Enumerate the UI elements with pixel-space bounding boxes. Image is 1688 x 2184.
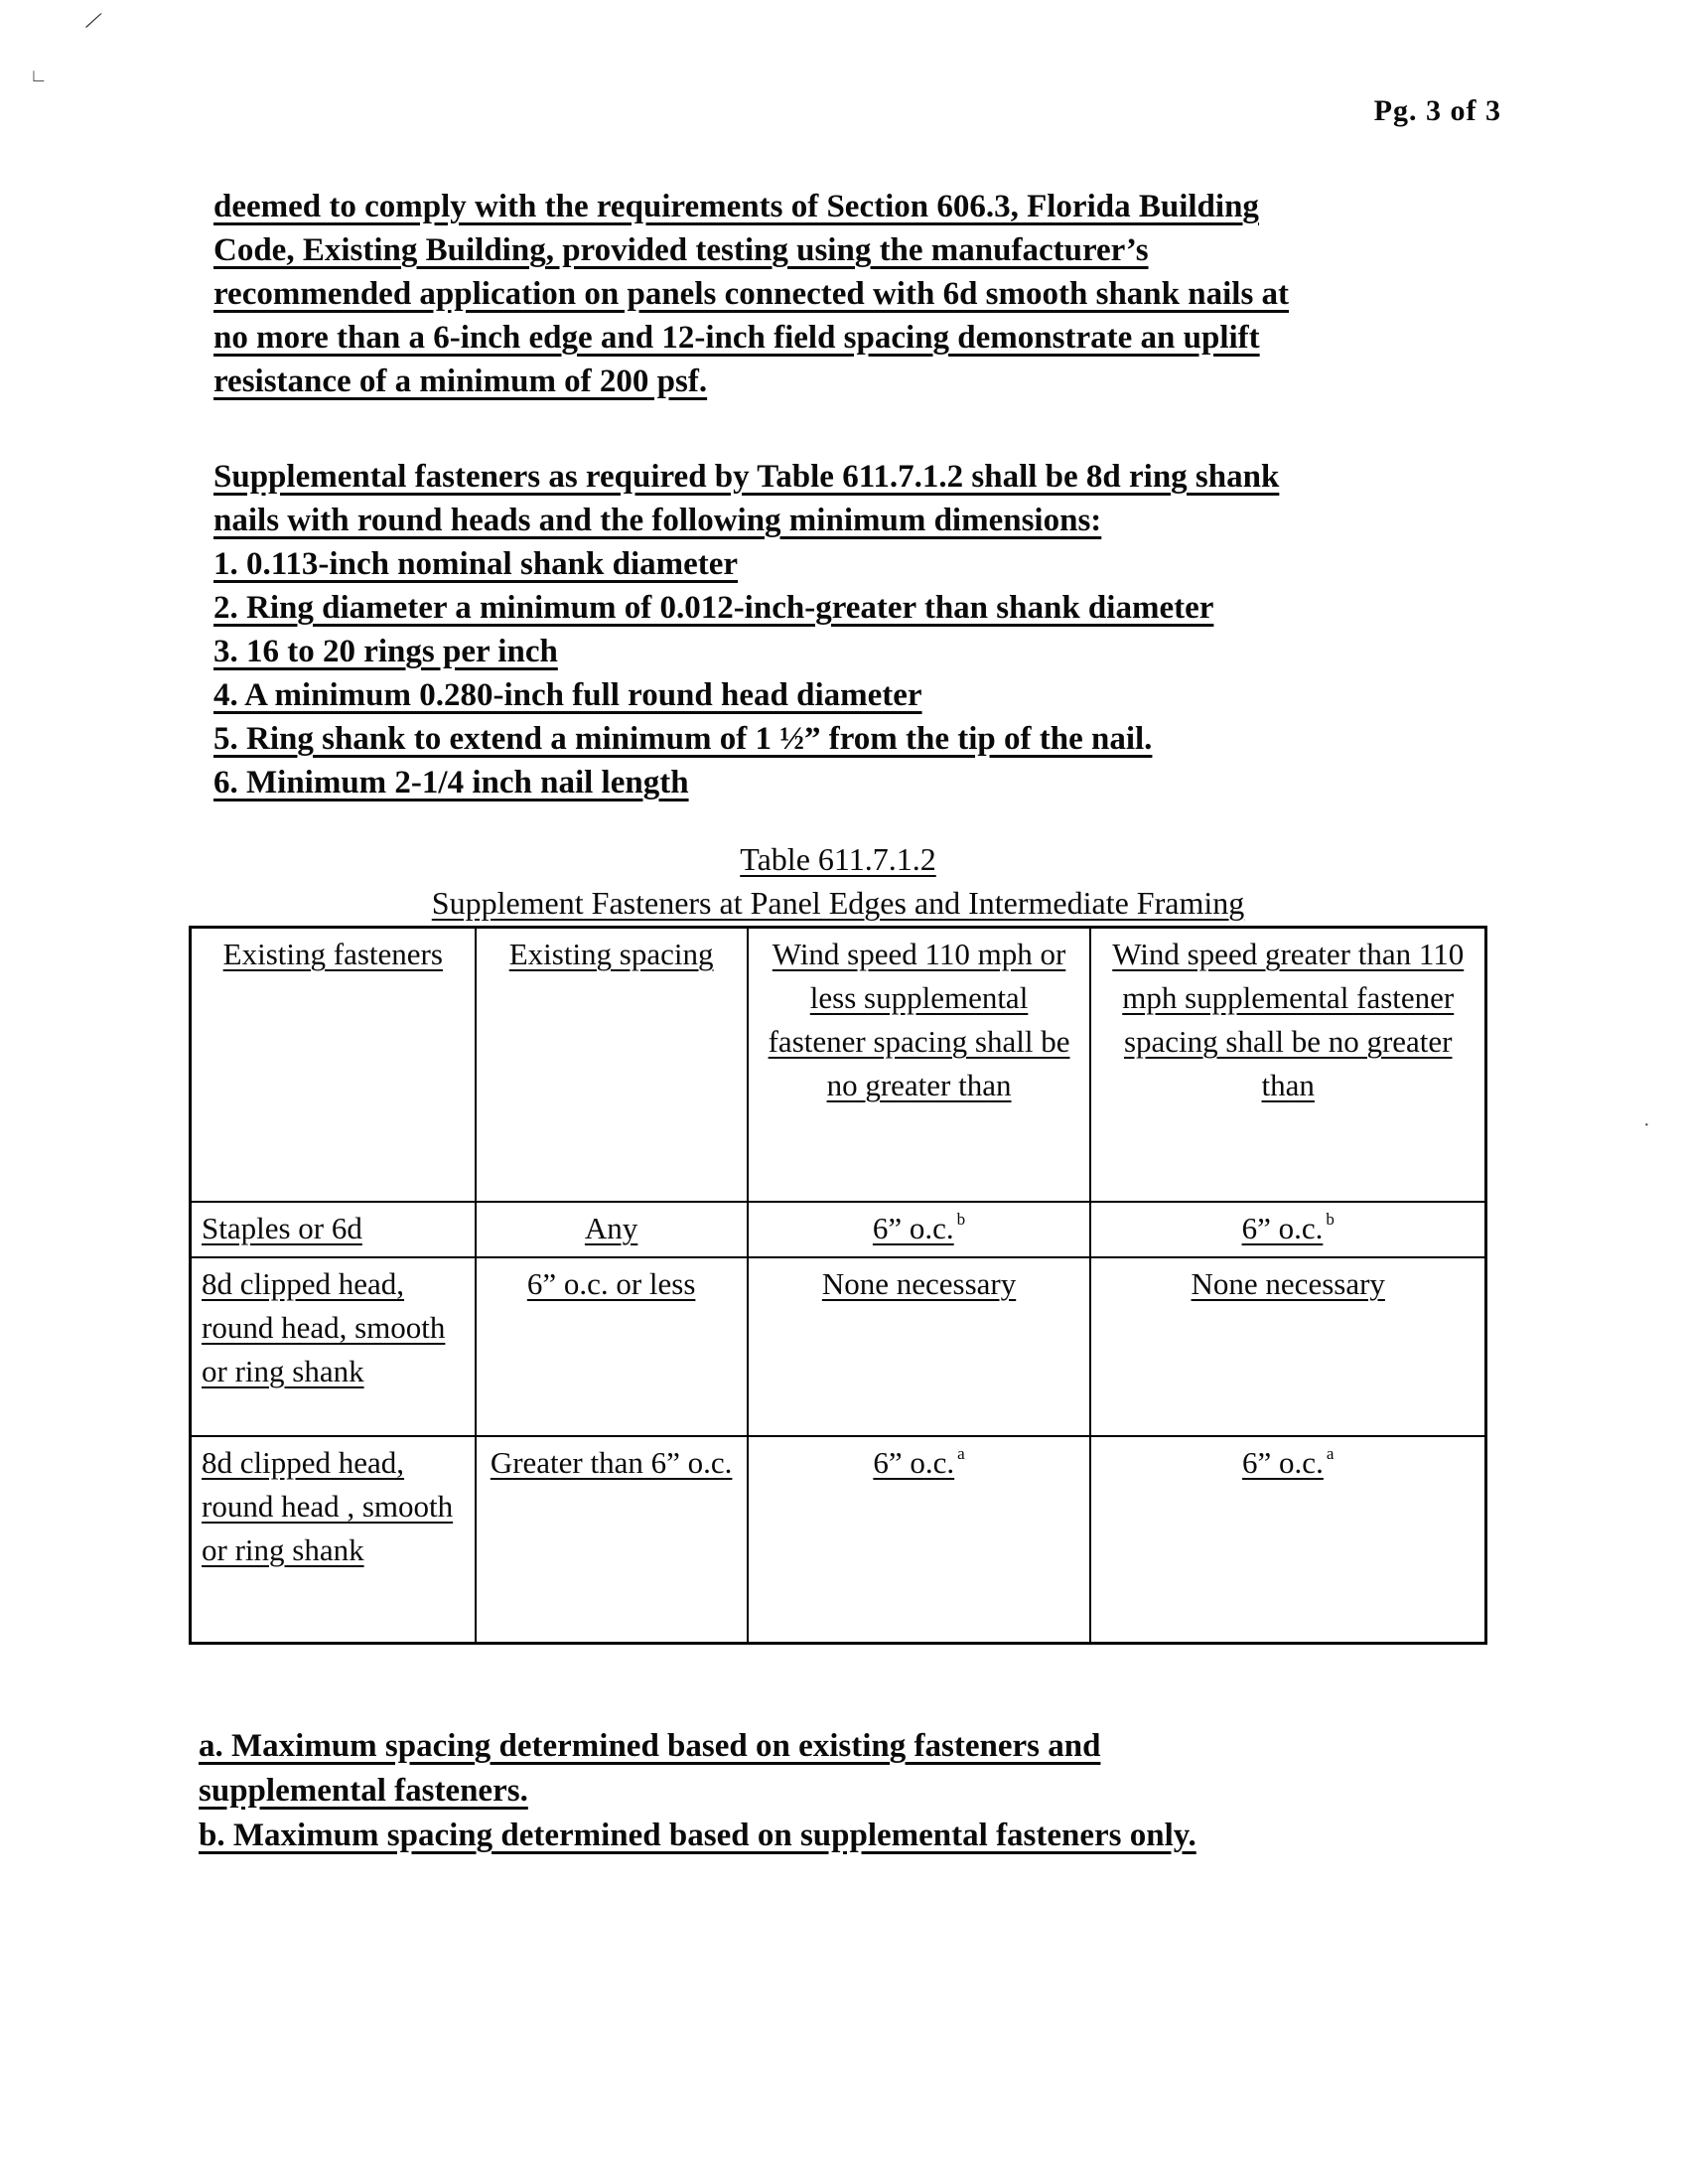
table-header-cell: Existing fasteners xyxy=(191,928,476,1202)
paragraph-supplemental-fasteners xyxy=(213,455,1279,804)
table-cell: Greater than 6” o.c. xyxy=(476,1436,748,1644)
footnote-ref: b xyxy=(1326,1210,1335,1230)
table-cell: None necessary xyxy=(748,1257,1091,1436)
fastener-spacing-table xyxy=(189,926,1487,1645)
table-header-row xyxy=(191,928,1486,1202)
scan-artifact: ⁄ xyxy=(88,5,99,36)
page-number: Pg. 3 of 3 xyxy=(1373,94,1501,127)
list-item: 3. 16 to 20 rings per inch xyxy=(213,634,558,669)
table-header-cell: Wind speed 110 mph or less supplemental fastener spacing shall be no greater than xyxy=(748,928,1091,1202)
table-footnotes xyxy=(199,1724,1196,1858)
paragraph-line: deemed to comply with the requirements of Section 606.3, Florida Building xyxy=(213,189,1259,224)
list-item: 4. A minimum 0.280-inch full round head diameter xyxy=(213,677,922,713)
table-cell: 6” o.c. or less xyxy=(476,1257,748,1436)
list-item: 5. Ring shank to extend a minimum of 1 ½” from the tip of the nail. xyxy=(213,721,1153,757)
table-cell: 8d clipped head, round head , smooth or ring shank xyxy=(191,1436,476,1644)
footnote-line: b. Maximum spacing determined based on supplemental fasteners only. xyxy=(199,1818,1196,1853)
table-cell: Staples or 6d xyxy=(191,1202,476,1257)
table-cell: 6” o.c. $^b$ xyxy=(748,1202,1091,1257)
table-title-text: Table 611.7.1.2 xyxy=(740,841,936,877)
table-cell: None necessary xyxy=(1090,1257,1485,1436)
paragraph-line: nails with round heads and the following minimum dimensions: xyxy=(213,503,1102,538)
paragraph-line: no more than a 6-inch edge and 12-inch field spacing demonstrate an uplift xyxy=(213,320,1260,356)
paragraph-compliance xyxy=(213,185,1289,403)
table-row xyxy=(191,1202,1486,1257)
paragraph-line: recommended application on panels connected with 6d smooth shank nails at xyxy=(213,276,1290,312)
table-cell: 6” o.c. $^a$ xyxy=(1090,1436,1485,1644)
table-cell: Any xyxy=(476,1202,748,1257)
footnote-ref: a xyxy=(1326,1444,1335,1464)
footnote-line: supplemental fasteners. xyxy=(199,1773,528,1809)
paragraph-line: Supplemental fasteners as required by Table 611.7.1.2 shall be 8d ring shank xyxy=(213,459,1280,495)
list-item: 6. Minimum 2-1/4 inch nail length xyxy=(213,765,689,801)
table-cell: 8d clipped head, round head, smooth or ring shank xyxy=(191,1257,476,1436)
footnote-ref: b xyxy=(956,1210,966,1230)
list-item: 1. 0.113-inch nominal shank diameter xyxy=(213,546,739,582)
table-subtitle xyxy=(189,881,1487,925)
table-caption xyxy=(189,837,1487,925)
footnote-ref: a xyxy=(957,1444,965,1464)
table-header-cell: Existing spacing xyxy=(476,928,748,1202)
scan-artifact: · xyxy=(1643,1114,1650,1136)
footnote-line: a. Maximum spacing determined based on existing fasteners and xyxy=(199,1728,1101,1764)
list-item: 2. Ring diameter a minimum of 0.012-inch-greater than shank diameter xyxy=(213,590,1214,626)
table-title xyxy=(189,837,1487,881)
table-header-cell: Wind speed greater than 110 mph supplemental fastener spacing shall be no greater than xyxy=(1090,928,1485,1202)
table-subtitle-text: Supplement Fasteners at Panel Edges and Intermediate Framing xyxy=(431,885,1245,921)
paragraph-line: resistance of a minimum of 200 psf. xyxy=(213,364,708,399)
scan-artifact: ∟ xyxy=(30,66,48,85)
table-row xyxy=(191,1257,1486,1436)
table-row xyxy=(191,1436,1486,1644)
table-cell: 6” o.c. $^a$ xyxy=(748,1436,1091,1644)
paragraph-line: Code, Existing Building, provided testing using the manufacturer’s xyxy=(213,232,1149,268)
table-cell: 6” o.c. $^b$ xyxy=(1090,1202,1485,1257)
